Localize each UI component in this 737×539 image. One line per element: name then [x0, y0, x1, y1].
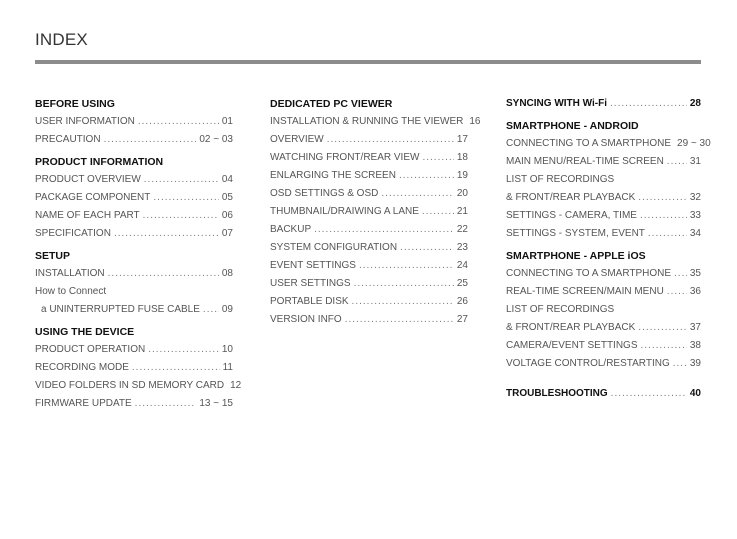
toc-entry-specification[interactable] [35, 225, 233, 243]
toc-entry-system-configuration[interactable] [270, 239, 468, 257]
toc-entry-page: 29 ~ 30 [677, 138, 711, 149]
toc-entry-page: 11 [222, 362, 233, 373]
toc-entry-page: 02 ~ 03 [199, 134, 233, 145]
toc-entry-thumbnail-drawing-lane[interactable] [270, 203, 468, 221]
toc-entry-package-component[interactable] [35, 189, 233, 207]
toc-entry-android-list-of-recordings-line1[interactable]: LIST OF RECORDINGS [506, 174, 615, 185]
toc-entry-android-settings-camera-time[interactable] [506, 207, 701, 225]
toc-dot-leader [138, 113, 219, 131]
page-title: INDEX [35, 30, 88, 49]
toc-entry-page: 05 [221, 192, 233, 203]
toc-entry-page: 23 [456, 242, 468, 253]
toc-entry-text: WATCHING FRONT/REAR VIEW [270, 152, 420, 163]
toc-entry-text: PORTABLE DISK [270, 296, 349, 307]
toc-entry-page: 25 [456, 278, 468, 289]
toc-dot-leader [135, 395, 197, 413]
toc-entry-page: 17 [456, 134, 468, 145]
section-heading-dedicated-pc-viewer: DEDICATED PC VIEWER [270, 98, 393, 110]
toc-dot-leader [354, 275, 454, 293]
toc-entry-text: PRODUCT OVERVIEW [35, 174, 141, 185]
toc-entry-product-overview[interactable] [35, 171, 233, 189]
toc-entry-page: 27 [456, 314, 468, 325]
toc-dot-leader [611, 385, 687, 403]
toc-entry-text: REAL-TIME SCREEN/MAIN MENU [506, 286, 664, 297]
toc-dot-leader [108, 265, 219, 283]
toc-entry-text: NAME OF EACH PART [35, 210, 140, 221]
toc-entry-text: CONNECTING TO A SMARTPHONE [506, 138, 672, 149]
toc-entry-page: 09 [221, 304, 233, 315]
toc-dot-leader [422, 149, 453, 167]
toc-dot-leader [203, 301, 219, 319]
toc-entry-text: FIRMWARE UPDATE [35, 398, 132, 409]
toc-entry-android-connecting[interactable] [506, 135, 711, 153]
toc-entry-text: USER INFORMATION [35, 116, 135, 127]
section-heading-setup: SETUP [35, 250, 71, 262]
toc-entry-page: 19 [456, 170, 468, 181]
toc-entry-ios-playback[interactable] [506, 319, 701, 337]
toc-entry-text: VIDEO FOLDERS IN SD MEMORY CARD [35, 380, 225, 391]
toc-entry-user-information[interactable] [35, 113, 233, 131]
toc-entry-text: RECORDING MODE [35, 362, 129, 373]
section-heading-smartphone-ios: SMARTPHONE - APPLE iOS [506, 250, 646, 262]
toc-entry-text: SETTINGS - CAMERA, TIME [506, 210, 637, 221]
toc-entry-text: & FRONT/REAR PLAYBACK [506, 192, 636, 203]
toc-entry-text: USER SETTINGS [270, 278, 351, 289]
toc-dot-leader [667, 153, 687, 171]
toc-entry-page: 38 [689, 340, 701, 351]
toc-entry-precaution[interactable] [35, 131, 233, 149]
toc-entry-backup[interactable] [270, 221, 468, 239]
toc-entry-text: SYSTEM CONFIGURATION [270, 242, 398, 253]
toc-entry-watching-front-rear-view[interactable] [270, 149, 468, 167]
toc-entry-ios-real-time-screen[interactable] [506, 283, 701, 301]
toc-entry-text: SPECIFICATION [35, 228, 111, 239]
toc-dot-leader [144, 171, 219, 189]
toc-entry-ios-camera-event-settings[interactable] [506, 337, 701, 355]
title-divider [35, 60, 701, 64]
toc-entry-page: 16 [469, 116, 481, 127]
toc-dot-leader [148, 341, 219, 359]
toc-entry-page: 31 [689, 156, 701, 167]
toc-entry-text: THUMBNAIL/DRAIWING A LANE [270, 206, 419, 217]
toc-entry-text: SYNCING WITH Wi-Fi [506, 98, 608, 109]
toc-entry-product-operation[interactable] [35, 341, 233, 359]
toc-dot-leader [153, 189, 218, 207]
toc-entry-page: 39 [689, 358, 701, 369]
toc-entry-event-settings[interactable] [270, 257, 468, 275]
toc-entry-text: VERSION INFO [270, 314, 342, 325]
toc-dot-leader [648, 225, 687, 243]
toc-entry-text: PACKAGE COMPONENT [35, 192, 151, 203]
toc-entry-page: 36 [689, 286, 701, 297]
toc-entry-text: MAIN MENU/REAL-TIME SCREEN [506, 156, 664, 167]
toc-entry-android-settings-system-event[interactable] [506, 225, 701, 243]
toc-dot-leader [132, 359, 220, 377]
section-heading-before-using: BEFORE USING [35, 98, 115, 110]
toc-entry-ios-list-of-recordings-line1[interactable]: LIST OF RECORDINGS [506, 304, 615, 315]
toc-entry-text: VOLTAGE CONTROL/RESTARTING [506, 358, 670, 369]
toc-entry-page: 22 [456, 224, 468, 235]
toc-dot-leader [114, 225, 219, 243]
toc-entry-text: SETTINGS - SYSTEM, EVENT [506, 228, 645, 239]
section-heading-product-information: PRODUCT INFORMATION [35, 156, 164, 168]
toc-entry-page: 18 [456, 152, 468, 163]
toc-dot-leader [638, 319, 687, 337]
toc-dot-leader [610, 95, 687, 113]
toc-dot-leader [359, 257, 454, 275]
toc-entry-text: PRODUCT OPERATION [35, 344, 146, 355]
toc-entry-page: 12 [230, 380, 242, 391]
toc-entry-name-of-each-part[interactable] [35, 207, 233, 225]
toc-entry-text: OSD SETTINGS & OSD [270, 188, 379, 199]
toc-entry-text: INSTALLATION [35, 268, 105, 279]
toc-entry-video-folders[interactable] [35, 377, 242, 395]
toc-entry-page: 35 [689, 268, 701, 279]
toc-entry-syncing-wifi[interactable] [506, 95, 701, 113]
toc-entry-text: PRECAUTION [35, 134, 101, 145]
toc-entry-page: 37 [689, 322, 701, 333]
toc-entry-page: 08 [221, 268, 233, 279]
toc-entry-page: 33 [689, 210, 701, 221]
toc-entry-page: 28 [689, 98, 701, 109]
toc-entry-installation-running-viewer[interactable] [270, 113, 481, 131]
toc-entry-text: EVENT SETTINGS [270, 260, 356, 271]
toc-entry-page: 01 [221, 116, 233, 127]
toc-entry-text: BACKUP [270, 224, 312, 235]
toc-entry-page: 13 ~ 15 [199, 398, 233, 409]
toc-entry-page: 04 [221, 174, 233, 185]
toc-entry-installation[interactable] [35, 265, 233, 283]
toc-entry-page: 40 [689, 388, 701, 399]
toc-dot-leader [399, 167, 454, 185]
toc-entry-how-to-connect-line1[interactable]: How to Connect [35, 286, 107, 297]
toc-entry-ios-voltage-control[interactable] [506, 355, 701, 373]
toc-dot-leader [327, 131, 454, 149]
toc-entry-text: OVERVIEW [270, 134, 324, 145]
toc-dot-leader [381, 185, 454, 203]
toc-dot-leader [673, 355, 687, 373]
toc-entry-page: 06 [221, 210, 233, 221]
toc-entry-recording-mode[interactable] [35, 359, 233, 377]
toc-entry-fuse-cable[interactable] [35, 301, 233, 319]
toc-entry-page: 32 [689, 192, 701, 203]
toc-entry-android-playback[interactable] [506, 189, 701, 207]
toc-dot-leader [104, 131, 197, 149]
toc-entry-text: TROUBLESHOOTING [506, 388, 608, 399]
toc-dot-leader [667, 283, 687, 301]
toc-entry-enlarging-the-screen[interactable] [270, 167, 468, 185]
section-heading-smartphone-android: SMARTPHONE - ANDROID [506, 120, 639, 132]
toc-entry-troubleshooting[interactable] [506, 385, 701, 403]
toc-entry-page: 20 [456, 188, 468, 199]
toc-entry-text: CONNECTING TO A SMARTPHONE [506, 268, 672, 279]
toc-entry-osd-settings[interactable] [270, 185, 468, 203]
toc-entry-text: a UNINTERRUPTED FUSE CABLE [41, 304, 200, 315]
toc-entry-page: 21 [456, 206, 468, 217]
index-column-1 [35, 95, 242, 413]
toc-entry-text: INSTALLATION & RUNNING THE VIEWER [270, 116, 464, 127]
section-heading-using-the-device: USING THE DEVICE [35, 326, 135, 338]
toc-entry-ios-connecting[interactable] [506, 265, 701, 283]
toc-dot-leader [640, 207, 687, 225]
toc-dot-leader [400, 239, 454, 257]
toc-entry-page: 24 [456, 260, 468, 271]
toc-dot-leader [345, 311, 454, 329]
toc-dot-leader [143, 207, 219, 225]
toc-entry-portable-disk[interactable] [270, 293, 468, 311]
toc-dot-leader [641, 337, 687, 355]
toc-entry-text: & FRONT/REAR PLAYBACK [506, 322, 636, 333]
toc-dot-leader [352, 293, 454, 311]
toc-dot-leader [638, 189, 687, 207]
toc-entry-page: 07 [221, 228, 233, 239]
toc-entry-version-info[interactable] [270, 311, 468, 329]
toc-entry-text: ENLARGING THE SCREEN [270, 170, 396, 181]
toc-entry-page: 34 [689, 228, 701, 239]
toc-entry-page: 10 [221, 344, 233, 355]
toc-dot-leader [674, 265, 687, 283]
toc-entry-user-settings[interactable] [270, 275, 468, 293]
toc-entry-text: CAMERA/EVENT SETTINGS [506, 340, 638, 351]
index-column-2 [270, 95, 481, 329]
toc-dot-leader [314, 221, 454, 239]
toc-entry-firmware-update[interactable] [35, 395, 233, 413]
toc-dot-leader [422, 203, 454, 221]
toc-entry-android-main-menu[interactable] [506, 153, 701, 171]
index-column-3 [506, 95, 711, 403]
toc-entry-overview[interactable] [270, 131, 468, 149]
toc-entry-page: 26 [456, 296, 468, 307]
